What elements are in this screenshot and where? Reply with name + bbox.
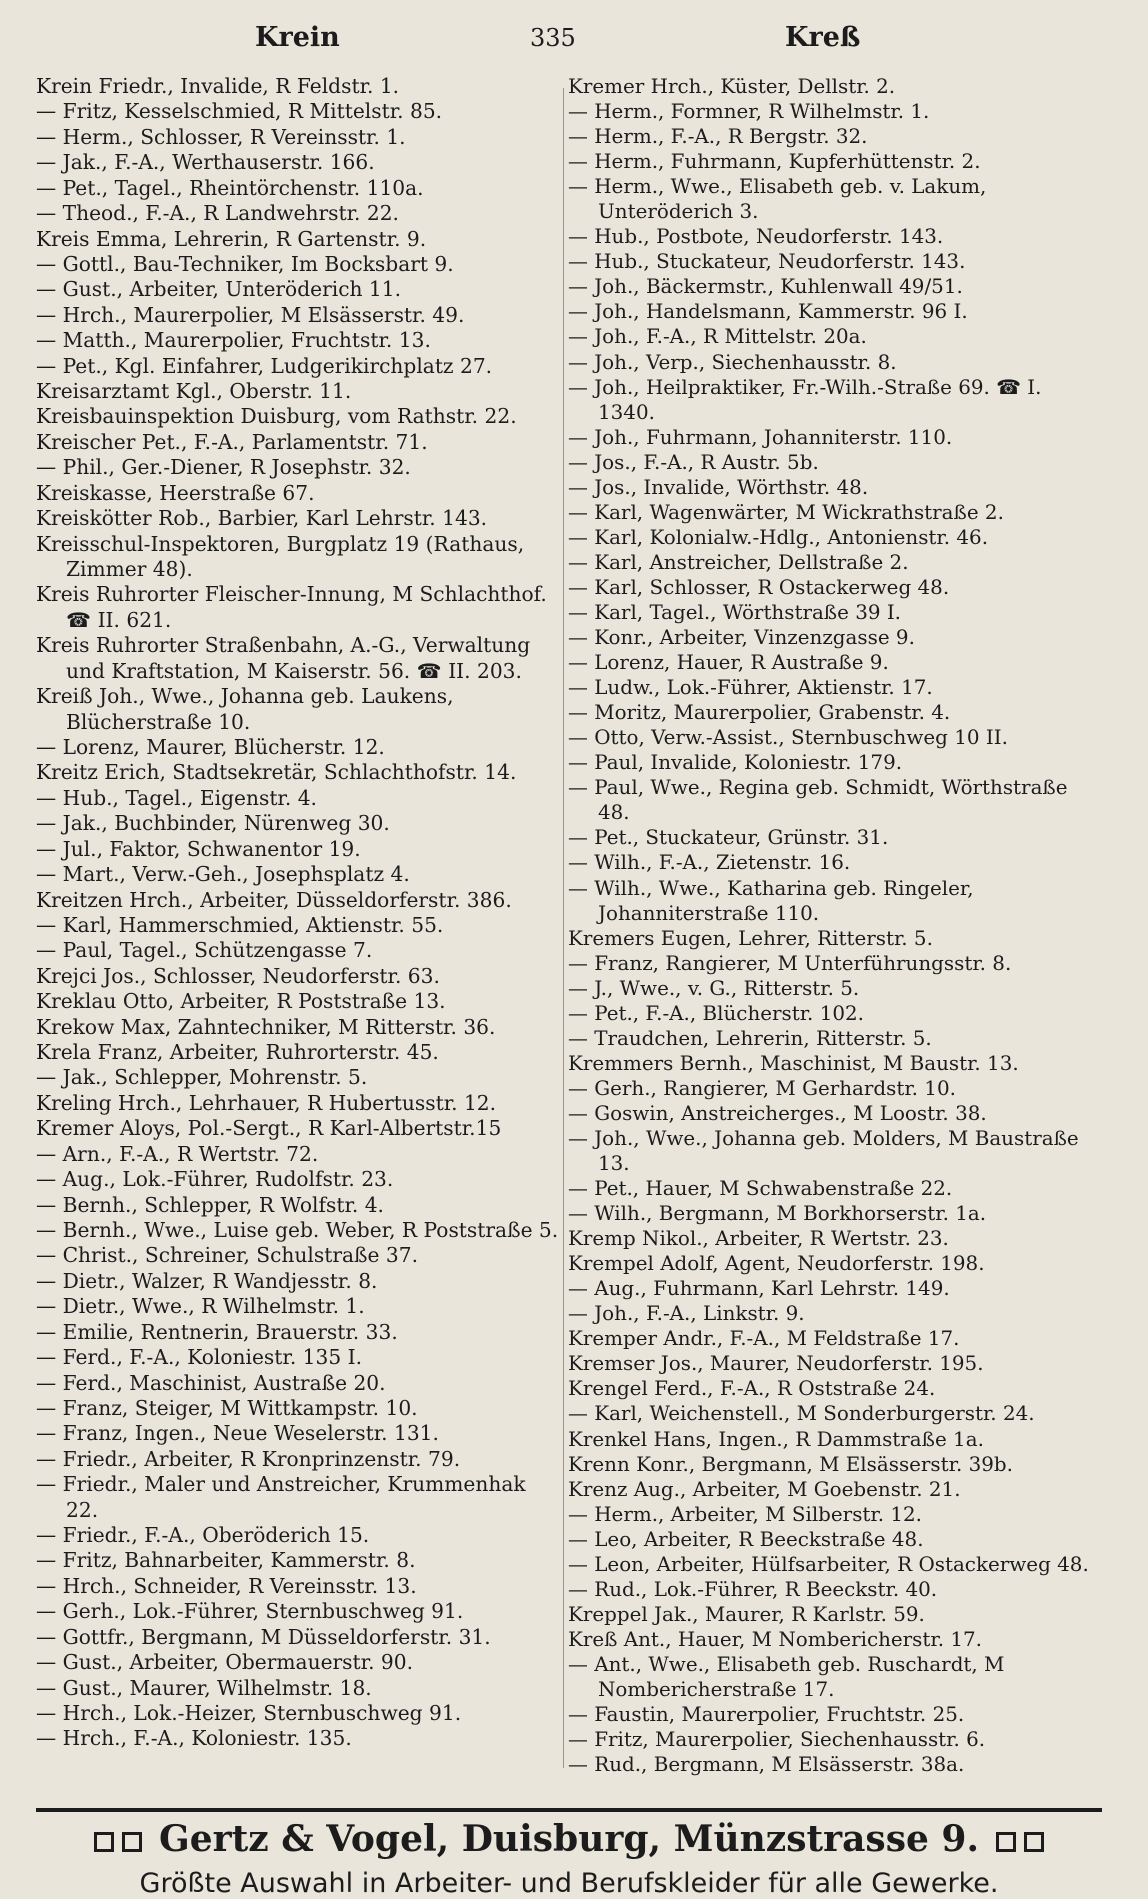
directory-entry: — Herm., Fuhrmann, Kupferhüttenstr. 2. xyxy=(568,150,981,174)
directory-entry: — Ferd., F.-A., Koloniestr. 135 I. xyxy=(36,1345,362,1370)
directory-entry: — Theod., F.-A., R Landwehrstr. 22. xyxy=(36,201,399,226)
directory-entry: — Rud., Bergmann, M Elsässerstr. 38a. xyxy=(568,1753,965,1777)
directory-entry: — Leo, Arbeiter, R Beeckstraße 48. xyxy=(568,1527,924,1551)
directory-entry: Kreis Ruhrorter Straßenbahn, A.-G., Verwaltung und Kraftstation, M Kaiserstr. 56. ☎ II. 203. xyxy=(36,633,531,683)
directory-entry: — Emilie, Rentnerin, Brauerstr. 33. xyxy=(36,1319,398,1344)
directory-entry: Kreisarztamt Kgl., Oberstr. 11. xyxy=(36,379,352,404)
directory-entry: Kremmers Bernh., Maschinist, M Baustr. 13. xyxy=(568,1051,1019,1075)
directory-entry: Krekow Max, Zahntechniker, M Ritterstr. 36. xyxy=(36,1014,496,1039)
directory-entry: — Herm., Formner, R Wilhelmstr. 1. xyxy=(568,100,930,124)
square-ornament-icon xyxy=(122,1832,142,1852)
directory-entry: — Arn., F.-A., R Wertstr. 72. xyxy=(36,1141,319,1166)
directory-entry: — Traudchen, Lehrerin, Ritterstr. 5. xyxy=(568,1026,932,1050)
directory-entry: — Pet., Stuckateur, Grünstr. 31. xyxy=(568,826,889,850)
directory-entry: — Mart., Verw.-Geh., Josephsplatz 4. xyxy=(36,862,410,887)
directory-entry: — Gust., Arbeiter, Obermauerstr. 90. xyxy=(36,1650,414,1675)
directory-entry: — Karl, Kolonialw.-Hdlg., Antonienstr. 46. xyxy=(568,525,989,549)
directory-entry: Kremp Nikol., Arbeiter, R Wertstr. 23. xyxy=(568,1227,949,1251)
directory-entry: — Hub., Postbote, Neudorferstr. 143. xyxy=(568,225,944,249)
directory-entry: — Joh., Handelsmann, Kammerstr. 96 I. xyxy=(568,300,968,324)
directory-entry: — Pet., Tagel., Rheintörchenstr. 110a. xyxy=(36,175,424,200)
directory-entry: — Wilh., F.-A., Zietenstr. 16. xyxy=(568,851,851,875)
directory-entry: — Hrch., Maurerpolier, M Elsässerstr. 49. xyxy=(36,302,465,327)
directory-entry: Kreklau Otto, Arbeiter, R Poststraße 13. xyxy=(36,989,446,1014)
directory-entry: — Friedr., Arbeiter, R Kronprinzenstr. 79. xyxy=(36,1446,461,1471)
advert-company: Gertz & Vogel, Duisburg, Münzstrasse 9. xyxy=(159,1818,979,1860)
square-ornament-icon xyxy=(94,1832,114,1852)
directory-entry: Kremer Hrch., Küster, Dellstr. 2. xyxy=(568,75,896,98)
directory-entry: — Karl, Schlosser, R Ostackerweg 48. xyxy=(568,575,950,599)
directory-entry: — Ferd., Maschinist, Austraße 20. xyxy=(36,1370,386,1395)
directory-entry: — Fritz, Bahnarbeiter, Kammerstr. 8. xyxy=(36,1548,416,1573)
directory-entry: Krenkel Hans, Ingen., R Dammstraße 1a. xyxy=(568,1427,984,1451)
directory-entry: Krengel Ferd., F.-A., R Oststraße 24. xyxy=(568,1377,936,1401)
directory-entry: — J., Wwe., v. G., Ritterstr. 5. xyxy=(568,976,860,1000)
directory-entry: — Joh., F.-A., R Mittelstr. 20a. xyxy=(568,325,867,349)
directory-entry: Krempel Adolf, Agent, Neudorferstr. 198. xyxy=(568,1252,985,1276)
directory-entry: Kreling Hrch., Lehrhauer, R Hubertusstr. 12. xyxy=(36,1090,497,1115)
directory-entry: — Faustin, Maurerpolier, Fruchtstr. 25. xyxy=(568,1703,965,1727)
directory-entry: — Rud., Lok.-Führer, R Beeckstr. 40. xyxy=(568,1577,938,1601)
directory-entry: — Pet., F.-A., Blücherstr. 102. xyxy=(568,1001,864,1025)
directory-entry: — Paul, Invalide, Koloniestr. 179. xyxy=(568,751,903,775)
directory-entry: Kreitz Erich, Stadtsekretär, Schlachthofstr. 14. xyxy=(36,760,517,785)
directory-entry: — Fritz, Kesselschmied, R Mittelstr. 85. xyxy=(36,99,443,124)
directory-entry: — Friedr., Maler und Anstreicher, Krummenhak 22. xyxy=(36,1472,526,1522)
directory-entry: — Phil., Ger.-Diener, R Josephstr. 32. xyxy=(36,455,411,480)
directory-entry: — Gottl., Bau-Techniker, Im Bocksbart 9. xyxy=(36,251,454,276)
directory-entry: — Herm., F.-A., R Bergstr. 32. xyxy=(568,125,868,149)
page-header xyxy=(0,22,1148,66)
directory-entry: Krein Friedr., Invalide, R Feldstr. 1. xyxy=(36,74,400,98)
right-column xyxy=(568,74,1094,1777)
directory-entry: — Matth., Maurerpolier, Fruchtstr. 13. xyxy=(36,328,431,353)
directory-entry: — Franz, Ingen., Neue Weselerstr. 131. xyxy=(36,1421,439,1446)
directory-entry: — Karl, Tagel., Wörthstraße 39 I. xyxy=(568,600,902,624)
directory-entry: — Gerh., Lok.-Führer, Sternbuschweg 91. xyxy=(36,1599,464,1624)
directory-entry: — Leon, Arbeiter, Hülfsarbeiter, R Ostackerweg 48. xyxy=(568,1552,1089,1576)
header-left-keyword: Krein xyxy=(255,22,340,53)
directory-entry: Kreischer Pet., F.-A., Parlamentstr. 71. xyxy=(36,429,428,454)
directory-entry: — Gust., Arbeiter, Unteröderich 11. xyxy=(36,277,402,302)
directory-entry: — Aug., Fuhrmann, Karl Lehrstr. 149. xyxy=(568,1277,950,1301)
directory-entry: Kremper Andr., F.-A., M Feldstraße 17. xyxy=(568,1327,960,1351)
directory-entry: Kreiskötter Rob., Barbier, Karl Lehrstr. 143. xyxy=(36,506,488,531)
directory-entry: Kreiß Joh., Wwe., Johanna geb. Laukens, Blücherstraße 10. xyxy=(36,684,454,734)
directory-entry: — Hub., Tagel., Eigenstr. 4. xyxy=(36,785,317,810)
directory-entry: — Jos., F.-A., R Austr. 5b. xyxy=(568,450,819,474)
directory-entry: — Otto, Verw.-Assist., Sternbuschweg 10 II. xyxy=(568,726,1008,750)
directory-entry: — Pet., Hauer, M Schwabenstraße 22. xyxy=(568,1177,953,1201)
directory-entry: — Christ., Schreiner, Schulstraße 37. xyxy=(36,1243,418,1268)
directory-entry: — Jos., Invalide, Wörthstr. 48. xyxy=(568,475,869,499)
directory-entry: — Paul, Wwe., Regina geb. Schmidt, Wörthstraße 48. xyxy=(568,776,1068,825)
directory-entry: Krenn Konr., Bergmann, M Elsässerstr. 39b. xyxy=(568,1452,1013,1476)
directory-entry: — Wilh., Bergmann, M Borkhorserstr. 1a. xyxy=(568,1202,987,1226)
directory-entry: — Joh., Bäckermstr., Kuhlenwall 49/51. xyxy=(568,275,963,299)
directory-entry: — Lorenz, Hauer, R Austraße 9. xyxy=(568,651,889,675)
directory-entry: — Moritz, Maurerpolier, Grabenstr. 4. xyxy=(568,701,951,725)
directory-entry: — Herm., Arbeiter, M Silberstr. 12. xyxy=(568,1502,922,1526)
directory-entry: Krela Franz, Arbeiter, Ruhrorterstr. 45. xyxy=(36,1040,439,1065)
directory-entry: — Joh., Verp., Siechenhausstr. 8. xyxy=(568,350,897,374)
directory-entry: — Bernh., Wwe., Luise geb. Weber, R Poststraße 5. xyxy=(36,1217,559,1242)
directory-entry: Krenz Aug., Arbeiter, M Goebenstr. 21. xyxy=(568,1477,961,1501)
directory-entry: — Hub., Stuckateur, Neudorferstr. 143. xyxy=(568,250,966,274)
directory-entry: — Goswin, Anstreicherges., M Loostr. 38. xyxy=(568,1101,987,1125)
directory-entry: — Hrch., Schneider, R Vereinsstr. 13. xyxy=(36,1573,417,1598)
square-ornament-icon xyxy=(996,1832,1016,1852)
directory-entry: — Wilh., Wwe., Katharina geb. Ringeler, Johanniterstraße 110. xyxy=(568,876,974,925)
directory-entry: Kremers Eugen, Lehrer, Ritterstr. 5. xyxy=(568,926,933,950)
directory-entry: — Ludw., Lok.-Führer, Aktienstr. 17. xyxy=(568,676,933,700)
directory-entry: — Franz, Steiger, M Wittkampstr. 10. xyxy=(36,1395,418,1420)
page-number: 335 xyxy=(530,24,576,52)
directory-entry: — Gottfr., Bergmann, M Düsseldorferstr. 31. xyxy=(36,1624,491,1649)
directory-entry: — Gerh., Rangierer, M Gerhardstr. 10. xyxy=(568,1076,956,1100)
directory-entry: — Hrch., Lok.-Heizer, Sternbuschweg 91. xyxy=(36,1701,462,1725)
directory-entry: — Karl, Anstreicher, Dellstraße 2. xyxy=(568,550,909,574)
directory-entry: Kreis Ruhrorter Fleischer-Innung, M Schlachthof. ☎ II. 621. xyxy=(36,582,547,632)
directory-entry: — Hrch., F.-A., Koloniestr. 135. xyxy=(36,1726,352,1751)
directory-entry: — Franz, Rangierer, M Unterführungsstr. 8. xyxy=(568,951,1012,975)
directory-entry: — Karl, Hammerschmied, Aktienstr. 55. xyxy=(36,912,444,937)
directory-entry: Krejci Jos., Schlosser, Neudorferstr. 63. xyxy=(36,963,440,988)
directory-entry: — Fritz, Maurerpolier, Siechenhausstr. 6. xyxy=(568,1728,986,1752)
directory-entry: Kreiskasse, Heerstraße 67. xyxy=(36,480,315,505)
directory-entry: — Jak., Buchbinder, Nürenweg 30. xyxy=(36,811,390,836)
directory-entry: — Joh., Fuhrmann, Johanniterstr. 110. xyxy=(568,425,953,449)
directory-entry: — Herm., Wwe., Elisabeth geb. v. Lakum, Unteröderich 3. xyxy=(568,175,987,224)
directory-entry: — Friedr., F.-A., Oberöderich 15. xyxy=(36,1523,370,1548)
directory-entry: — Bernh., Schlepper, R Wolfstr. 4. xyxy=(36,1192,384,1217)
directory-entry: Kremser Jos., Maurer, Neudorferstr. 195. xyxy=(568,1352,984,1376)
directory-entry: Kreitzen Hrch., Arbeiter, Düsseldorferstr. 386. xyxy=(36,887,512,912)
directory-entry: — Ant., Wwe., Elisabeth geb. Ruschardt, M Nombericherstraße 17. xyxy=(568,1652,1005,1701)
square-ornament-icon xyxy=(1024,1832,1044,1852)
directory-entry: — Lorenz, Maurer, Blücherstr. 12. xyxy=(36,734,385,759)
directory-entry: — Karl, Wagenwärter, M Wickrathstraße 2. xyxy=(568,500,1004,524)
directory-entry: — Gust., Maurer, Wilhelmstr. 18. xyxy=(36,1675,372,1700)
directory-entry: — Dietr., Wwe., R Wilhelmstr. 1. xyxy=(36,1294,365,1319)
directory-entry: — Karl, Weichenstell., M Sonderburgerstr. 24. xyxy=(568,1402,1035,1426)
advert-tagline: Größte Auswahl in Arbeiter- und Berufskleider für alle Gewerke. xyxy=(139,1868,999,1899)
directory-entry: — Jul., Faktor, Schwanentor 19. xyxy=(36,836,361,861)
directory-entry: — Jak., F.-A., Werthauserstr. 166. xyxy=(36,150,375,175)
header-right-keyword: Kreß xyxy=(785,22,861,53)
directory-entry: — Joh., Heilpraktiker, Fr.-Wilh.-Straße 69. ☎ I. 1340. xyxy=(568,375,1042,424)
directory-entry: — Dietr., Walzer, R Wandjesstr. 8. xyxy=(36,1268,378,1293)
directory-entry: — Konr., Arbeiter, Vinzenzgasse 9. xyxy=(568,626,915,650)
directory-entry: — Pet., Kgl. Einfahrer, Ludgerikirchplatz 27. xyxy=(36,353,493,378)
directory-entry: Kreppel Jak., Maurer, R Karlstr. 59. xyxy=(568,1602,925,1626)
directory-entry: — Paul, Tagel., Schützengasse 7. xyxy=(36,938,373,963)
advert-rule xyxy=(36,1808,1102,1812)
directory-entry: — Joh., F.-A., Linkstr. 9. xyxy=(568,1302,805,1326)
directory-entry: — Herm., Schlosser, R Vereinsstr. 1. xyxy=(36,124,406,149)
directory-entry: Kremer Aloys, Pol.-Sergt., R Karl-Albertstr.15 xyxy=(36,1116,502,1141)
left-column xyxy=(36,74,563,1752)
directory-entry: Kreis Emma, Lehrerin, R Gartenstr. 9. xyxy=(36,226,427,251)
directory-entry: — Aug., Lok.-Führer, Rudolfstr. 23. xyxy=(36,1167,394,1192)
directory-entry: Kreisschul-Inspektoren, Burgplatz 19 (Rathaus, Zimmer 48). xyxy=(36,531,525,582)
column-divider xyxy=(563,88,564,1768)
directory-entry: Kreß Ant., Hauer, M Nombericherstr. 17. xyxy=(568,1627,982,1651)
directory-entry: — Joh., Wwe., Johanna geb. Molders, M Baustraße 13. xyxy=(568,1126,1079,1176)
directory-entry: Kreisbauinspektion Duisburg, vom Rathstr. 22. xyxy=(36,404,517,429)
advert-headline xyxy=(36,1818,1102,1864)
directory-entry: — Jak., Schlepper, Mohrenstr. 5. xyxy=(36,1065,368,1090)
